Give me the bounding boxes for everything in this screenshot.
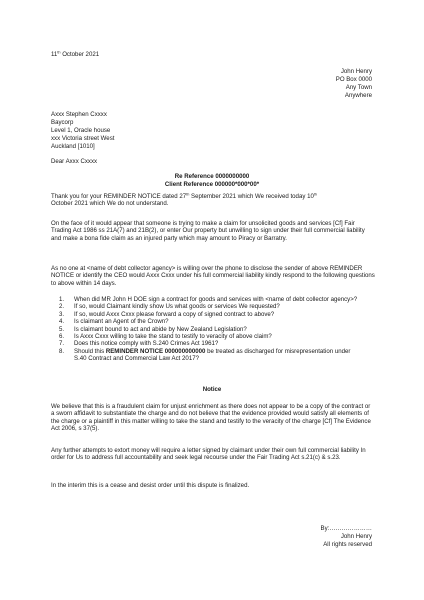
claim-paragraph: On the face of it would appear that someone is trying to make a claim for unsolicited goods and services [Cf] Fair Trading Act 1986 ss 21A(7) and 21B(2), or enter Our property but unwilling to sign under their full commercial liability and make a bona fide claim as an injured party which may amount to Piracy or Barratry. [51, 220, 365, 242]
reference-line: Re Reference 0000000000 [174, 173, 250, 180]
list-item: 6. Is Axxx Cxxx willing to take the stand to testify to veracity of above claim? [59, 333, 272, 341]
list-item: 4. Is claimant an Agent of the Crown? [59, 318, 169, 326]
sender-region: Anywhere [344, 92, 372, 99]
list-item: 1. When did MR John H DOE sign a contract for goods and services with <name of debt collector agency>? [59, 296, 358, 303]
request-paragraph: As no one at <name of debt collector agency> is willing over the phone to disclose the sender of above REMINDER NOTICE or identify the CEO would Axxx Cxxx under his full commercial liability kindly respond to the following questions to above within 14 days. [51, 265, 375, 287]
intro-paragraph: Thank you for your REMINDER NOTICE dated 27th September 2021 which We received today 10th October 2021 which We do not understand. [51, 192, 318, 208]
list-item: 7. Does this notice comply with S.240 Crimes Act 1961? [59, 340, 219, 348]
letter-date: 11th October 2021 [51, 50, 100, 58]
recipient-name: Axxx Stephen Cxxxx [51, 111, 107, 118]
extortion-paragraph: Any further attempts to extort money will require a letter signed by claimant under their own full commercial liability In order for Us to address full accountability and seek legal recourse under the Fair Trading Act s.21(c) & s.23. [51, 447, 366, 462]
list-item: 2. If so, would Claimant kindly show Us what goods or services We requested? [59, 303, 280, 311]
recipient-city: Auckland [1010] [51, 143, 95, 150]
notice-paragraph: We believe that this is a fraudulent claim for unjust enrichment as there does not appear to be a copy of the contract or a sworn affidavit to substantiate the charge and do not believe that the evidence provided would satisfy all elements of the charge or a plaintiff in this matter willing to take the stand and testify to the veracity of the charge [Cf] The Evidence Act 2006, s 37(5). [51, 403, 371, 433]
sender-town: Any Town [345, 84, 372, 91]
recipient-address-line1: Level 1, Oracle house [51, 127, 111, 134]
list-item: 3. If so, would Axxx Cxxx please forward a copy of signed contract to above? [59, 310, 275, 318]
signature-line: By:………………… [320, 525, 372, 532]
client-reference-line: Client Reference 000000*000*00* [164, 181, 260, 188]
signature-name: John Henry [340, 533, 372, 540]
questions-list [59, 296, 359, 363]
sender-po-box: PO Box 0000 [335, 76, 372, 83]
list-item: 5. Is claimant bound to act and abide by New Zealand Legislation? [59, 325, 247, 333]
salutation: Dear Axxx Cxxxx [51, 158, 98, 165]
cease-desist-paragraph: In the interim this is a cease and desist order until this dispute is finalized. [51, 482, 250, 489]
sender-name: John Henry [340, 68, 372, 75]
rights-reserved: All rights reserved [323, 541, 372, 548]
list-item: 8. Should this REMINDER NOTICE 000000000000 be treated as discharged for misrepresentation under S.40 Contract and Commercial Law Act 2017? [59, 347, 351, 363]
notice-heading: Notice [202, 386, 222, 393]
recipient-company: Baycorp [51, 119, 74, 126]
recipient-address-line2: xxx Victoria street West [51, 135, 115, 142]
